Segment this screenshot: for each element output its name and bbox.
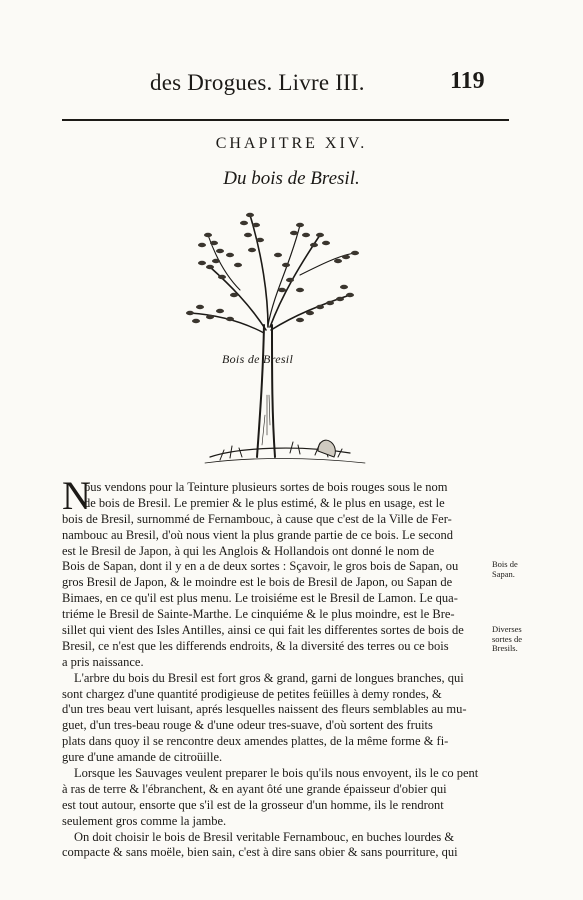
text-line: plats dans quoy il se rencontre deux amendes plattes, de la même forme & fi-: [62, 734, 449, 749]
text-line: est tout autour, ensorte que s'il est de la grosseur d'un homme, ils le rendront: [62, 797, 444, 812]
text-line: L'arbre du bois du Bresil est fort gros & grand, garni de longues branches, qui: [74, 670, 464, 685]
page-number: 119: [450, 68, 485, 94]
margin-note-sapan: [492, 560, 532, 579]
drop-cap: N: [62, 473, 91, 518]
text-line: d'un tres beau vert luisant, aprés lesquelles naissent des fleurs semblables au mu-: [62, 702, 467, 717]
text-line: compacte & sans moële, bien sain, c'est à dire sans obier & sans pourriture, qui: [62, 845, 458, 860]
text-line: Lorsque les Sauvages veulent preparer le bois qu'ils nous envoyent, ils le co pent: [74, 766, 479, 781]
chapter-subtitle: Du bois de Bresil.: [223, 168, 360, 189]
text-line: à ras de terre & l'ébranchent, & en ayant ôté une grande épaisseur d'obier qui: [62, 781, 447, 796]
text-line: gros Bresil de Japon, & le moindre est le bois de Bresil de Japon, ou Sapan de: [62, 575, 453, 590]
margin-note-line: Bois de: [492, 559, 518, 569]
body-text: [62, 473, 484, 861]
tree-engraving: [150, 195, 390, 470]
text-line: seulement gros comme la jambe.: [62, 813, 227, 828]
margin-note-line: Bresils.: [492, 643, 518, 653]
text-line: bois de Bresil, surnommé de Fernambouc, à cause que c'est de la Ville de Fer-: [62, 511, 452, 526]
text-line: est le Bresil de Japon, à qui les Anglois & Hollandois ont donné le nom de: [62, 543, 435, 558]
text-line: gure d'une amande de citroüille.: [62, 750, 223, 765]
text-line: ous vendons pour la Teinture plusieurs sortes de bois rouges sous le nom: [84, 480, 448, 494]
text-line: Bois de Sapan, dont il y en a de deux sortes : Sçavoir, le gros bois de Sapan, ou: [62, 559, 459, 574]
text-line: guet, d'un tres-beau rouge & d'une odeur tres-suave, d'où sortent des fruits: [62, 718, 433, 733]
text-line: de bois de Bresil. Le premier & le plus estimé, & le plus en usage, est le: [84, 495, 445, 510]
text-line: On doit choisir le bois de Bresil veritable Fernambouc, en buches lourdes &: [74, 829, 455, 844]
text-line: sillet qui vient des Isles Antilles, ainsi ce qui fait les differentes sortes de bois de: [62, 623, 464, 638]
text-line: nambouc au Bresil, d'où nous vient la plus grande partie de ce bois. Le second: [62, 527, 454, 542]
text-line: sont chargez d'une quantité prodigieuse de petites feüilles à demy rondes, &: [62, 686, 442, 701]
text-line: Bresil, ce n'est que les differends endroits, & la diversité des terres ou ce bois: [62, 638, 449, 653]
text-line: a pris naissance.: [62, 654, 144, 669]
figure-caption: Bois de Bresil: [222, 352, 294, 366]
running-head-title: des Drogues. Livre III.: [150, 70, 365, 95]
margin-note-line: Sapan.: [492, 568, 515, 579]
text-line: triéme le Bresil de Sainte-Marthe. Le cinquiéme & le plus moindre, est le Bre-: [62, 607, 455, 622]
margin-note-diverses: [492, 625, 532, 654]
margin-note-line: sortes de: [492, 633, 522, 644]
margin-note-line: Diverses: [492, 624, 522, 634]
header-rule: [62, 119, 509, 121]
text-line: Bimaes, en ce qu'il est plus menu. Le troisiéme est le Bresil de Lamon. Le qua-: [62, 591, 458, 606]
chapter-heading: CHAPITRE XIV.: [215, 135, 368, 152]
